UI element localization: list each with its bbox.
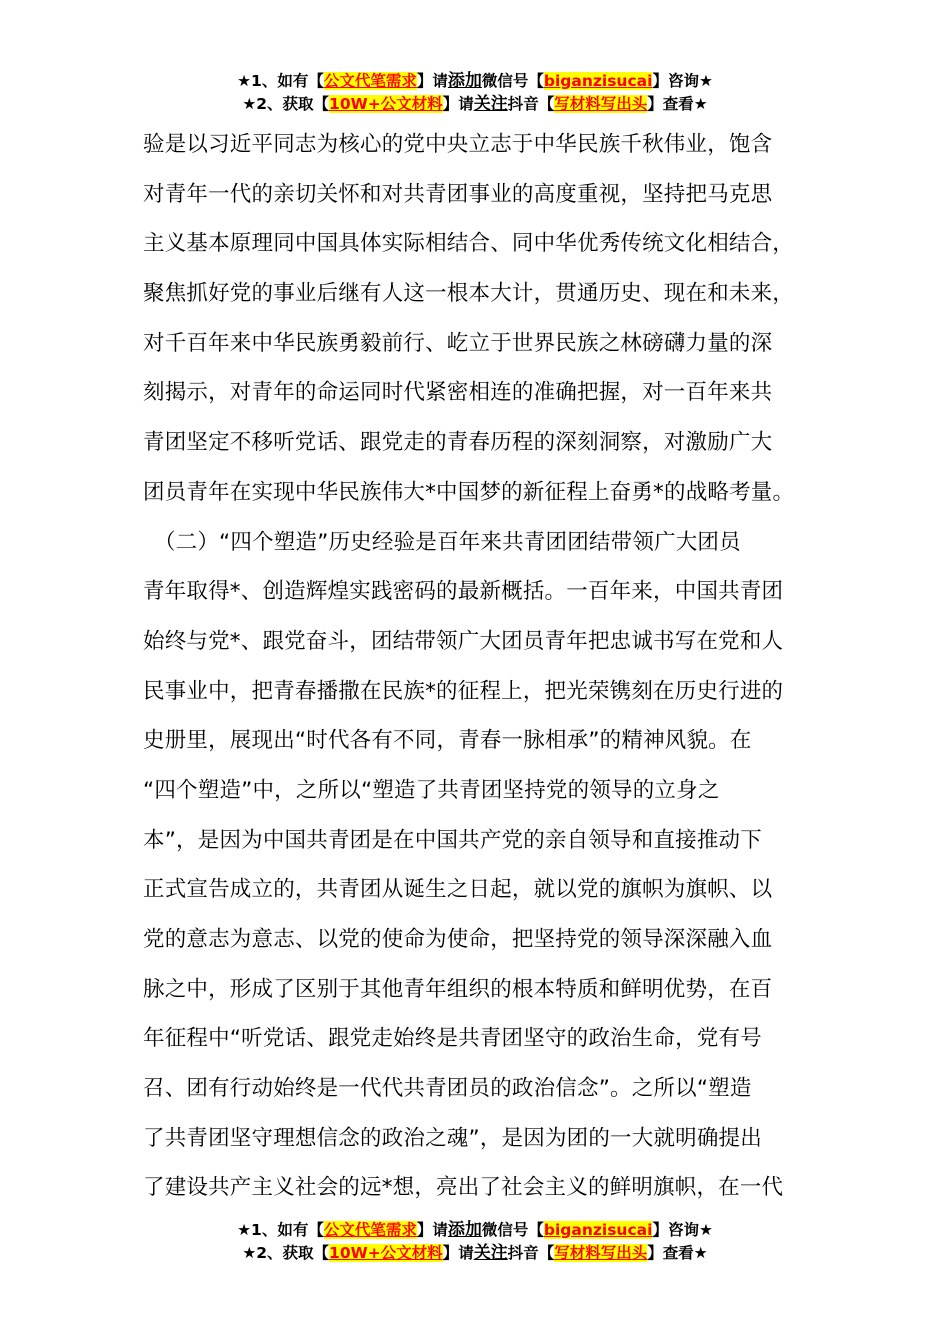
text: ★2、获取【 (242, 95, 330, 113)
text: 微信号【 (481, 72, 544, 90)
text: ★1、如有【 (237, 1221, 324, 1239)
highlight-douyin: 写材料写出头 (554, 1244, 648, 1262)
highlight-service: 公文代笔需求 (323, 72, 417, 90)
text: 】查看★ (647, 1244, 708, 1262)
text-line: 史册里，展现出“时代各有不同，青春一脉相承”的精神风貌。在 (143, 728, 752, 754)
text-line: 验是以习近平同志为核心的党中央立志于中华民族千秋伟业，饱含 (143, 132, 773, 157)
document-body (143, 128, 833, 1221)
highlight-materials: 10W+公文材料 (329, 95, 443, 113)
highlight-douyin: 写材料写出头 (554, 95, 648, 113)
text-line: “四个塑造”中，之所以“塑造了共青团坚持党的领导的立身之 (143, 777, 720, 803)
banner-line-2 (0, 93, 950, 116)
text: 抖音【 (507, 1244, 555, 1262)
text: 】请 (416, 72, 448, 90)
banner-line-1 (0, 1219, 950, 1242)
text-line: 党的意志为意志、以党的使命为使命，把坚持党的领导深深融入血 (143, 927, 773, 952)
text-line: 正式宣告成立的，共青团从诞生之日起，就以党的旗帜为旗帜、以 (143, 877, 773, 903)
text-line: 对千百年来中华民族勇毅前行、屹立于世界民族之林磅礴力量的深 (143, 330, 773, 356)
text-line: 团员青年在实现中华民族伟大*中国梦的新征程上奋勇*的战略考量。 (143, 479, 795, 505)
text-line: 本”，是因为中国共青团是在中国共产党的亲自领导和直接推动下 (143, 827, 762, 853)
banner-line-2 (0, 1242, 950, 1265)
text-line: 青团坚定不移听党话、跟党走的青春历程的深刻洞察，对激励广大 (143, 430, 773, 456)
text-line: 始终与党*、跟党奋斗，团结带领广大团员青年把忠诚书写在党和人 (143, 628, 784, 654)
text-line: 主义基本原理同中国具体实际相结合、同中华优秀传统文化相结合， (143, 231, 795, 257)
text: 抖音【 (507, 95, 555, 113)
highlight-wechat-id: biganzisucai (543, 72, 653, 90)
text-line: （二）“四个塑造”历史经验是百年来共青团团结带领广大团员 (143, 529, 741, 555)
highlight-wechat-id: biganzisucai (543, 1221, 653, 1239)
header-banner (0, 70, 950, 116)
text-line: 聚焦抓好党的事业后继有人这一根本大计，贯通历史、现在和未来， (143, 281, 795, 307)
text: 关注 (473, 94, 508, 114)
text: 】咨询★ (652, 1221, 713, 1239)
text: ★1、如有【 (237, 72, 324, 90)
text-line: 年征程中“听党话、跟党走始终是共青团坚守的政治生命，党有号 (143, 1026, 762, 1052)
highlight-service: 公文代笔需求 (323, 1221, 417, 1239)
text-line: 刻揭示，对青年的命运同时代紧密相连的准确把握，对一百年来共 (143, 380, 773, 406)
text-line: 脉之中，形成了区别于其他青年组织的根本特质和鲜明优势，在百 (143, 976, 773, 1002)
text-line: 了建设共产主义社会的远*想，亮出了社会主义的鲜明旗帜，在一代 (143, 1175, 784, 1201)
text: 】查看★ (647, 95, 708, 113)
text: 】请 (416, 1221, 448, 1239)
highlight-materials: 10W+公文材料 (329, 1244, 443, 1262)
banner-line-1 (0, 70, 950, 93)
footer-banner (0, 1219, 950, 1265)
text: 关注 (473, 1243, 508, 1263)
text-line: 对青年一代的亲切关怀和对共青团事业的高度重视，坚持把马克思 (143, 181, 773, 207)
text: 微信号【 (481, 1221, 544, 1239)
text: 】咨询★ (652, 72, 713, 90)
text-line: 青年取得*、创造辉煌实践密码的最新概括。一百年来，中国共青团 (143, 579, 784, 605)
text: 添加 (447, 71, 482, 91)
text: 添加 (447, 1220, 482, 1240)
text-line: 民事业中，把青春播撒在民族*的征程上，把光荣镌刻在历史行进的 (143, 678, 784, 704)
text-line: 了共青团坚守理想信念的政治之魂”，是因为团的一大就明确提出 (143, 1125, 762, 1151)
text: ★2、获取【 (242, 1244, 330, 1262)
text-line: 召、团有行动始终是一代代共青团员的政治信念”。之所以“塑造 (143, 1076, 752, 1102)
text: 】请 (442, 95, 474, 113)
text: 】请 (442, 1244, 474, 1262)
